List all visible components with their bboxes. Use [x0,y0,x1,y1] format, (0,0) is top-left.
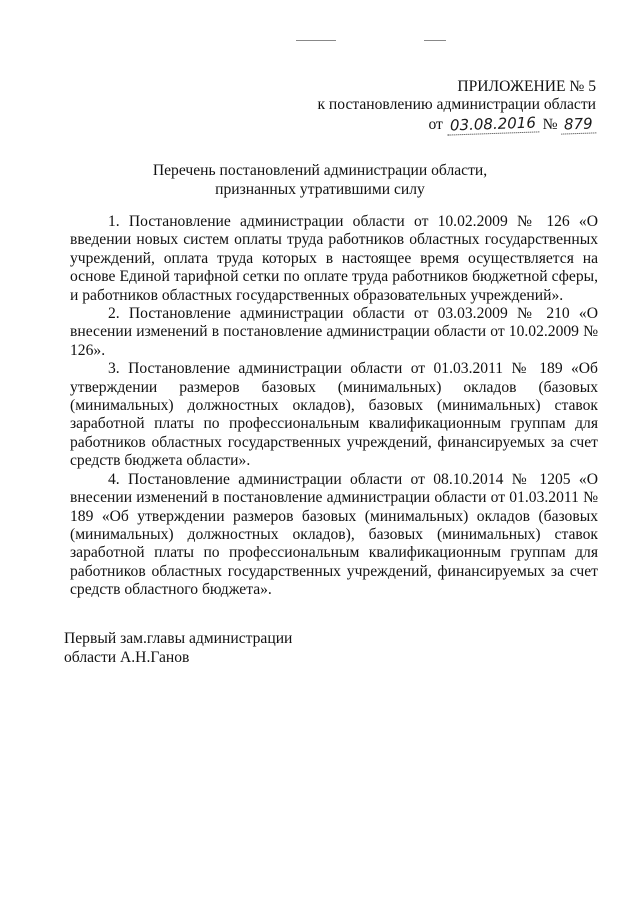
resolutions-list [70,213,598,600]
scan-artifact [296,40,336,41]
scan-artifact [424,40,446,41]
signature-block [64,630,292,668]
appendix-label: ПРИЛОЖЕНИЕ № 5 [457,78,596,95]
title-line-2: признанных утратившими силу [215,181,425,198]
signatory-name: области А.Н.Ганов [64,649,190,666]
list-item: 1. Постановление администрации области от 10.02.2009 № 126 «О введении новых систем оплаты труда работников областных государственных учреждений, оплата труда которых в настоящее время осуществляется на основе Единой тарифной сетки по оплате труда работников бюджетной сферы, и работников областных государственных образовательных учреждений». [70,213,598,304]
title-line-1: Перечень постановлений администрации области, [152,162,488,179]
appendix-header [317,78,596,133]
list-item: 3. Постановление администрации области от 01.03.2011 № 189 «Об утверждении размеров базовых (минимальных) окладов (базовых (минимальных) должностных окладов), базовых (минимальных) ставок заработной платы по профессиональным квалификационным группам для работников областных государственных учреждений, финансируемых за счет средств бюджета области». [70,360,598,470]
resolution-label: к постановлению администрации области [317,96,596,114]
list-item: 2. Постановление администрации области от 03.03.2009 № 210 «О внесении изменений в постановление администрации области от 10.02.2009 № 126». [70,305,598,359]
signatory-position: Первый зам.главы администрации [64,630,293,647]
number-prefix: № [542,115,558,133]
resolution-number: 879 [561,114,596,135]
resolution-date-line [317,115,596,133]
date-prefix: от [428,115,443,133]
document-title [0,162,640,200]
resolution-date: 03.08.2016 [446,113,539,136]
list-item: 4. Постановление администрации области от 08.10.2014 № 1205 «О внесении изменений в постановление администрации области от 01.03.2011 № 189 «Об утверждении размеров базовых (минимальных) окладов (базовых (минимальных) должностных окладов), базовых (минимальных) ставок заработной платы по профессиональным квалификационным группам для работников областных государственных учреждений, финансируемых за счет средств областного бюджета». [70,470,598,599]
